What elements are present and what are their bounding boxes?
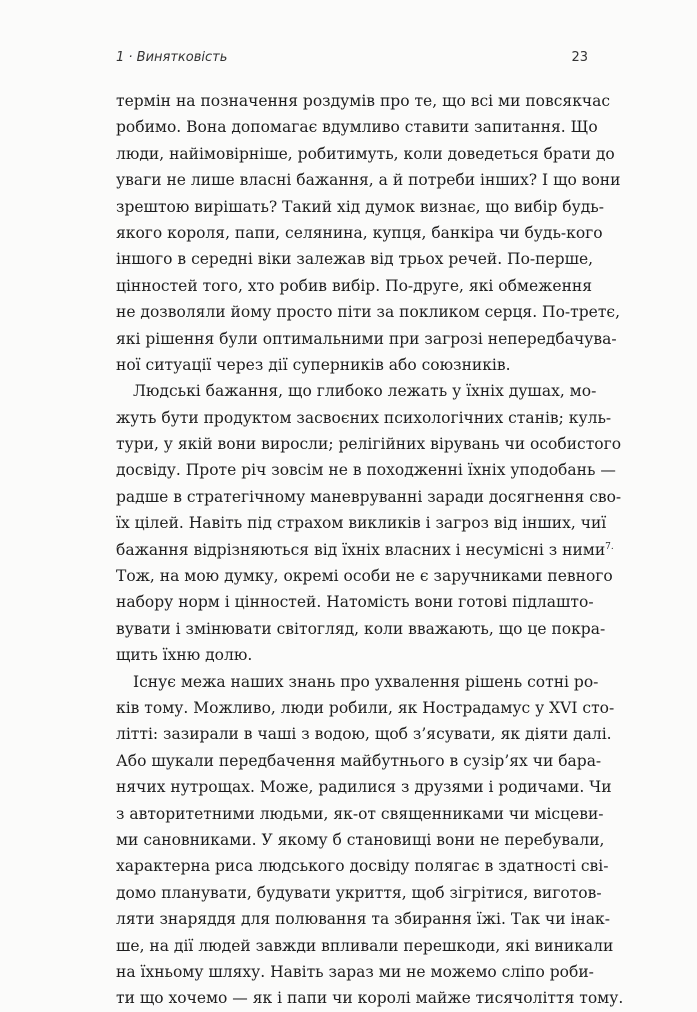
text-line: Або шукали передбачення майбутнього в сузір’ях чи бара-	[116, 751, 602, 770]
text-line: на їхньому шляху. Навіть зараз ми не можемо сліпо роби-	[116, 962, 594, 981]
text-line: нячих нутрощах. Може, радилися з друзями і родичами. Чи	[116, 778, 612, 797]
text-line: характерна риса людського досвіду полягає в здатності сві-	[116, 857, 609, 876]
text-line: робимо. Вона допомагає вдумливо ставити запитання. Що	[116, 118, 598, 137]
text-line: ної ситуації через дії суперників або союзників.	[116, 355, 511, 374]
text-line: цінностей того, хто робив вибір. По-друге, які обмеження	[116, 276, 593, 295]
text-line: досвіду. Проте річ зовсім не в походженні їхніх уподобань —	[116, 461, 616, 480]
text-span: бажання відрізняються від їхніх власних і несумісні з ними	[116, 540, 606, 559]
page-number: 23	[571, 50, 588, 65]
running-header	[116, 50, 588, 70]
text-line: люди, найімовірніше, робитимуть, коли доведеться брати до	[116, 144, 615, 163]
text-line: зрештою вирішать? Такий хід думок визнає, що вибір будь-	[116, 197, 604, 216]
text-line: жуть бути продуктом засвоєних психологічних станів; куль-	[116, 408, 612, 427]
text-line: з авторитетними людьми, як-от священниками чи місцеви-	[116, 804, 604, 823]
text-line: тури, у якій вони виросли; релігійних вірувань чи особистого	[116, 435, 622, 454]
text-line: ми сановниками. У якому б становищі вони не перебували,	[116, 830, 605, 849]
text-line: уваги не лише власні бажання, а й потреби інших? І що вони	[116, 171, 621, 190]
text-line: Існує межа наших знань про ухвалення рішень сотні ро-	[133, 672, 599, 691]
paragraph	[116, 669, 624, 1012]
text-line: Тож, на мою думку, окремі особи не є заручниками певного	[116, 567, 613, 586]
text-line: радше в стратегічному маневруванні заради досягнення сво-	[116, 487, 622, 506]
paragraph	[116, 378, 622, 668]
text-line: ляти знаряддя для полювання та збирання їжі. Так чи інак-	[116, 910, 610, 929]
text-line: ків тому. Можливо, люди робили, як Нострадамус у XVI сто-	[116, 698, 615, 717]
text-line: Людські бажання, що глибоко лежать у їхніх душах, мо-	[133, 382, 597, 401]
chapter-title: 1 · Винятковість	[116, 50, 228, 65]
footnote-reference: 7.	[605, 541, 614, 552]
text-line: щить їхню долю.	[116, 646, 253, 665]
text-line: термін на позначення роздумів про те, що всі ми повсякчас	[116, 92, 611, 110]
text-line: якого короля, папи, селянина, купця, банкіра чи будь-кого	[116, 223, 603, 242]
body-text	[116, 88, 624, 1012]
text-line: ти що хочемо — як і папи чи королі майже тисячоліття тому.	[116, 989, 624, 1008]
text-line: домо планувати, будувати укриття, щоб зігрітися, виготов-	[116, 883, 602, 902]
text-line: літті: зазирали в чаші з водою, щоб з’ясувати, як діяти далі.	[116, 725, 612, 744]
text-line: вувати і змінювати світогляд, коли вважають, що це покра-	[116, 619, 606, 638]
text-line	[116, 537, 614, 563]
text-line: їх цілей. Навіть під страхом викликів і загроз від інших, чиї	[116, 514, 607, 533]
paragraph	[116, 88, 621, 378]
text-line: не дозволяли йому просто піти за покликом серця. По-третє,	[116, 303, 620, 322]
text-line: ше, на дії людей завжди впливали перешкоди, які виникали	[116, 936, 614, 955]
text-line: набору норм і цінностей. Натомість вони готові підлашто-	[116, 593, 594, 612]
text-line: які рішення були оптимальними при загрозі непередбачува-	[116, 329, 617, 348]
text-line: іншого в середні віки залежав від трьох речей. По-перше,	[116, 250, 594, 269]
